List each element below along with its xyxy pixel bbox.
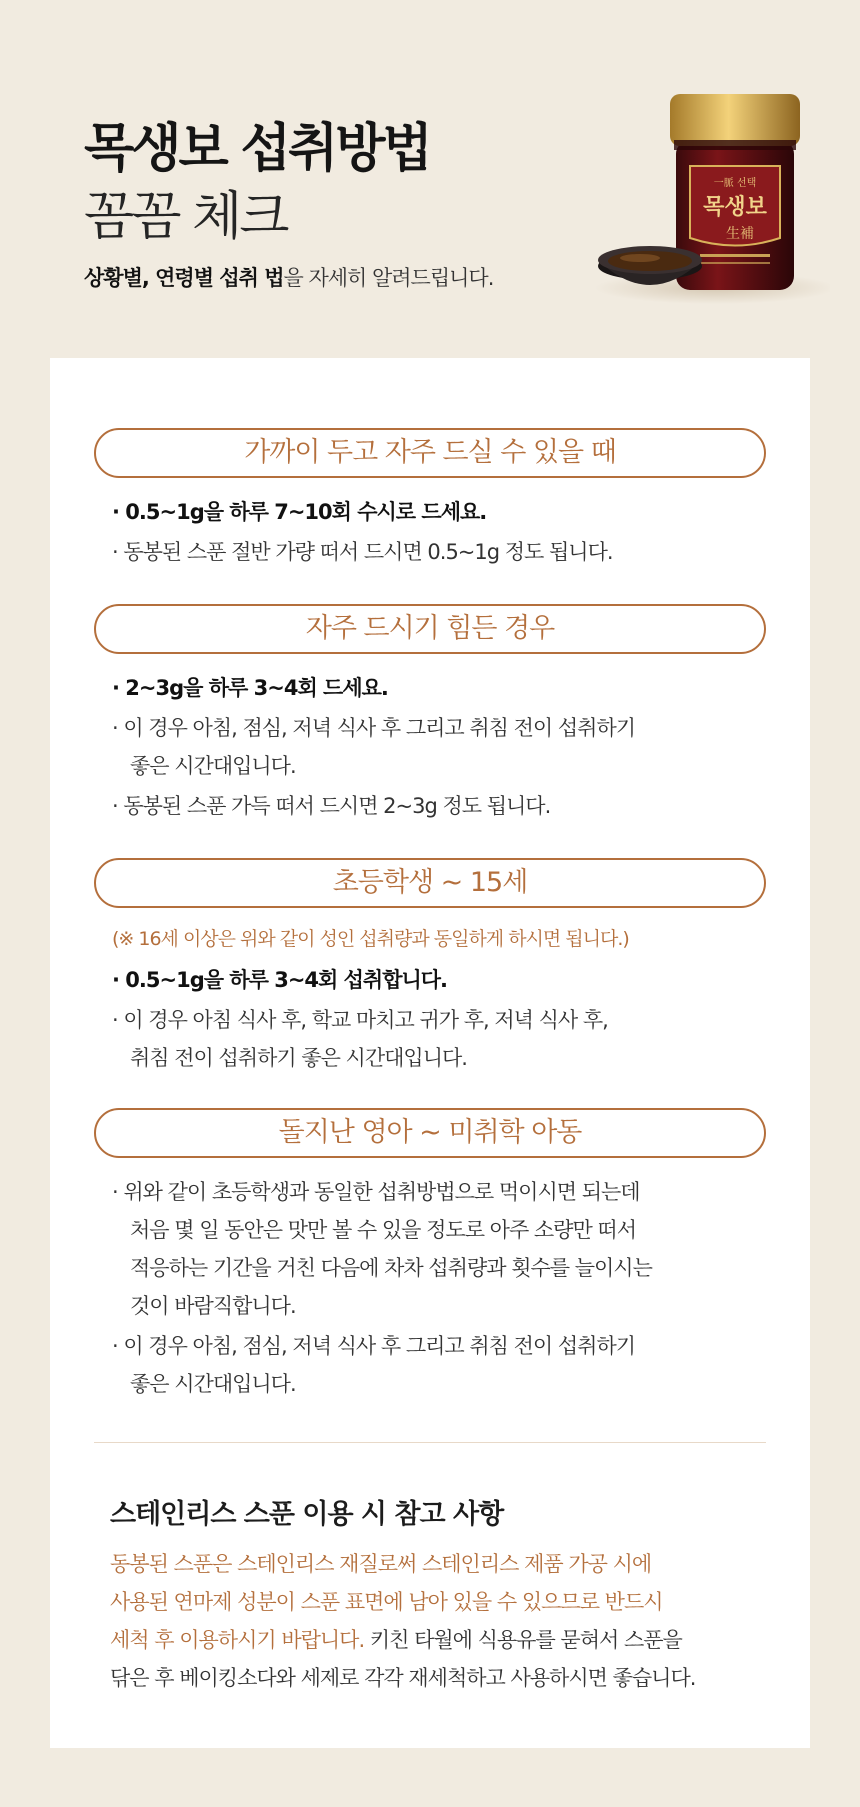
section-line: · 0.5~1g을 하루 7~10회 수시로 드세요.: [112, 500, 487, 524]
section-line: 것이 바람직합니다.: [130, 1294, 296, 1318]
header: [0, 0, 860, 358]
product-top-label: 一脈 선택: [713, 178, 757, 189]
content-card: [50, 358, 810, 1748]
section-line: 처음 몇 일 동안은 맛만 볼 수 있을 정도로 아주 소량만 떠서: [130, 1218, 637, 1242]
section-title: 자주 드시기 힘든 경우: [94, 604, 766, 654]
section-line: · 동봉된 스푼 가득 떠서 드시면 2~3g 정도 됩니다.: [112, 794, 551, 818]
spoon-note-emphasis: 세척 후 이용하시기 바랍니다.: [110, 1628, 365, 1652]
section-line: · 이 경우 아침, 점심, 저녁 식사 후 그리고 취침 전이 섭취하기: [112, 1334, 636, 1358]
section-line: 취침 전이 섭취하기 좋은 시간대입니다.: [130, 1046, 467, 1070]
section-line: · 위와 같이 초등학생과 동일한 섭취방법으로 먹이시면 되는데: [112, 1180, 640, 1204]
divider: [94, 1442, 766, 1443]
section-title: 초등학생 ~ 15세: [94, 858, 766, 908]
page-title: 목생보 섭취방법: [84, 119, 430, 179]
page-subtitle: [84, 262, 493, 292]
spoon-note-text: 키친 타월에 식용유를 묻혀서 스푼을: [364, 1628, 682, 1652]
product-sub-label: 生補: [726, 226, 754, 242]
section-line: · 2~3g을 하루 3~4회 드세요.: [112, 676, 388, 700]
section-line: · 이 경우 아침 식사 후, 학교 마치고 귀가 후, 저녁 식사 후,: [112, 1008, 608, 1032]
section-line: · 0.5~1g을 하루 3~4회 섭취합니다.: [112, 968, 448, 992]
section-title: 가까이 두고 자주 드실 수 있을 때: [94, 428, 766, 478]
subtitle-emphasis: 상황별, 연령별 섭취 법: [84, 266, 284, 290]
section-note: (※ 16세 이상은 위와 같이 성인 섭취량과 동일하게 하시면 됩니다.): [112, 928, 629, 950]
section-title: 돌지난 영아 ~ 미취학 아동: [94, 1108, 766, 1158]
spoon-note-line: 동봉된 스푼은 스테인리스 재질로써 스테인리스 제품 가공 시에: [110, 1552, 652, 1576]
page-title-secondary: 꼼꼼 체크: [84, 187, 287, 247]
spoon-note-line: 닦은 후 베이킹소다와 세제로 각각 재세척하고 사용하시면 좋습니다.: [110, 1666, 696, 1690]
section-line: · 이 경우 아침, 점심, 저녁 식사 후 그리고 취침 전이 섭취하기: [112, 716, 636, 740]
section-line: · 동봉된 스푼 절반 가량 떠서 드시면 0.5~1g 정도 됩니다.: [112, 540, 613, 564]
section-line: 적응하는 기간을 거친 다음에 차차 섭취량과 횟수를 늘이시는: [130, 1256, 652, 1280]
product-label: 목생보: [703, 195, 767, 220]
spoon-note-line: 사용된 연마제 성분이 스푼 표면에 남아 있을 수 있으므로 반드시: [110, 1590, 663, 1614]
product-image: [590, 88, 830, 348]
spoon-note-line-mixed: [110, 1624, 682, 1654]
section-line: 좋은 시간대입니다.: [130, 1372, 296, 1396]
spoon-note-title: 스테인리스 스푼 이용 시 참고 사항: [110, 1499, 504, 1530]
subtitle-rest: 을 자세히 알려드립니다.: [283, 266, 494, 290]
section-line: 좋은 시간대입니다.: [130, 754, 296, 778]
